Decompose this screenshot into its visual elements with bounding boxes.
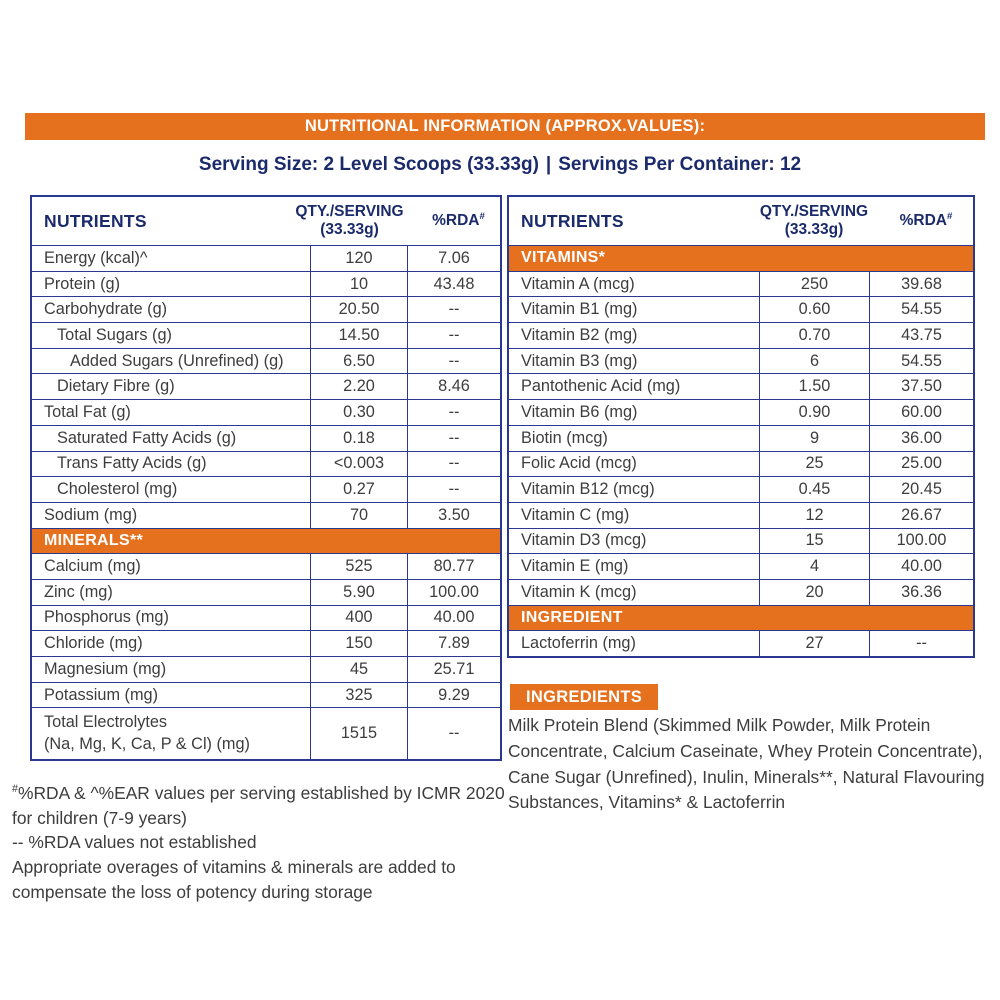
table-row [32, 502, 500, 528]
nutrient-rda: -- [407, 400, 500, 425]
nutrient-qty: <0.003 [310, 452, 407, 477]
nutrient-rda: 7.89 [407, 631, 500, 656]
nutrient-rda: 36.36 [869, 580, 973, 605]
nutrient-rda: -- [407, 297, 500, 322]
table-row [509, 553, 973, 579]
serving-size-text: Serving Size: 2 Level Scoops (33.33g) [198, 154, 539, 175]
table-row [32, 605, 500, 631]
nutrient-qty: 20 [759, 580, 869, 605]
section-header-ingredient: INGREDIENT [509, 605, 973, 631]
nutrient-rda: 60.00 [869, 400, 973, 425]
nutrient-rda: 40.00 [869, 554, 973, 579]
nutrient-rda: 7.06 [407, 246, 500, 271]
nutrient-name: Total Sugars (g) [57, 325, 172, 344]
nutrient-name: Added Sugars (Unrefined) (g) [70, 351, 284, 370]
table-row [32, 656, 500, 682]
table-row [32, 630, 500, 656]
nutrient-name: Vitamin B12 (mcg) [521, 480, 655, 499]
table-row [32, 425, 500, 451]
nutrient-qty: 0.45 [759, 477, 869, 502]
table-row [509, 373, 973, 399]
nutrient-rda: 9.29 [407, 683, 500, 708]
nutrient-name: Sodium (mg) [44, 505, 138, 524]
table-header [32, 197, 500, 245]
nutrient-name: Vitamin A (mcg) [521, 274, 635, 293]
table-row [32, 271, 500, 297]
header-qty-serving: QTY./SERVING (33.33g) [759, 203, 869, 238]
nutrient-qty: 525 [310, 554, 407, 579]
serving-divider: | [545, 154, 552, 175]
nutrient-qty: 1.50 [759, 374, 869, 399]
nutrient-qty: 20.50 [310, 297, 407, 322]
nutrient-name: Vitamin K (mcg) [521, 582, 637, 601]
nutrient-rda: 25.71 [407, 657, 500, 682]
nutrient-name: Vitamin E (mg) [521, 557, 629, 576]
nutrient-qty: 325 [310, 683, 407, 708]
nutrient-name: Calcium (mg) [44, 557, 141, 576]
nutritional-information-banner [25, 113, 985, 140]
nutrient-rda: 8.46 [407, 374, 500, 399]
nutrient-qty: 10 [310, 272, 407, 297]
table-row [509, 502, 973, 528]
header-nutrients: NUTRIENTS [521, 210, 624, 231]
table-row [509, 451, 973, 477]
nutrient-name: Potassium (mg) [44, 685, 158, 704]
table-row [32, 399, 500, 425]
nutrient-qty: 2.20 [310, 374, 407, 399]
nutrient-qty: 12 [759, 503, 869, 528]
table-row [32, 707, 500, 758]
nutrient-qty: 0.60 [759, 297, 869, 322]
nutrient-name: Trans Fatty Acids (g) [57, 454, 207, 473]
table-row [509, 322, 973, 348]
nutrient-qty: 27 [759, 631, 869, 656]
nutrient-rda: 40.00 [407, 606, 500, 631]
nutrient-qty: 70 [310, 503, 407, 528]
nutrient-qty: 150 [310, 631, 407, 656]
nutrient-rda: -- [407, 452, 500, 477]
nutrient-rda: 100.00 [407, 580, 500, 605]
nutrient-name: Zinc (mg) [44, 582, 113, 601]
nutrient-name: Magnesium (mg) [44, 659, 167, 678]
nutrient-name: Vitamin C (mg) [521, 505, 630, 524]
nutrient-qty: 0.27 [310, 477, 407, 502]
nutrient-name: Phosphorus (mg) [44, 608, 169, 627]
table-row [509, 296, 973, 322]
nutrient-qty: 6.50 [310, 349, 407, 374]
nutrient-name: Protein (g) [44, 274, 121, 293]
nutrient-qty: 9 [759, 426, 869, 451]
nutrient-rda: -- [407, 426, 500, 451]
table-row [509, 579, 973, 605]
nutrient-name: Vitamin B6 (mg) [521, 402, 638, 421]
nutrient-name: Vitamin B2 (mg) [521, 325, 638, 344]
nutrient-qty: 4 [759, 554, 869, 579]
nutrient-rda: 54.55 [869, 349, 973, 374]
table-row [509, 630, 973, 656]
header-rda: %RDA# [899, 211, 953, 230]
table-row [32, 245, 500, 271]
nutrient-rda: 43.48 [407, 272, 500, 297]
nutrient-qty: 120 [310, 246, 407, 271]
table-row [509, 476, 973, 502]
table-row [32, 296, 500, 322]
nutrient-name: Dietary Fibre (g) [57, 377, 175, 396]
header-rda: %RDA# [432, 211, 485, 230]
nutrient-rda: -- [407, 349, 500, 374]
header-qty-serving: QTY./SERVING (33.33g) [295, 203, 404, 238]
nutrient-qty: 0.18 [310, 426, 407, 451]
nutrient-qty: 5.90 [310, 580, 407, 605]
nutrient-name: Vitamin B1 (mg) [521, 300, 638, 319]
nutrient-name: Energy (kcal)^ [44, 248, 148, 267]
header-nutrients: NUTRIENTS [44, 210, 147, 231]
nutrient-qty: 14.50 [310, 323, 407, 348]
footnote-rda-ear: #%RDA & ^%EAR values per serving established by ICMR 2020 for children (7-9 years) [12, 783, 505, 828]
nutrient-rda: 3.50 [407, 503, 500, 528]
nutrient-rda: 39.68 [869, 272, 973, 297]
nutrient-qty: 6 [759, 349, 869, 374]
nutrient-qty: 45 [310, 657, 407, 682]
nutrient-rda: 25.00 [869, 452, 973, 477]
footnote-overages: Appropriate overages of vitamins & minerals are added to compensate the loss of potency during storage [12, 857, 456, 902]
section-header-minerals: MINERALS** [32, 528, 500, 554]
table-row [32, 373, 500, 399]
table-row [509, 399, 973, 425]
nutrient-qty: 400 [310, 606, 407, 631]
nutrient-name: Saturated Fatty Acids (g) [57, 428, 237, 447]
nutrient-name: Cholesterol (mg) [57, 480, 178, 499]
nutrient-qty: 0.30 [310, 400, 407, 425]
nutrient-rda: 80.77 [407, 554, 500, 579]
nutrient-rda: 54.55 [869, 297, 973, 322]
nutrients-table-right [507, 195, 975, 658]
nutrients-table-left [30, 195, 502, 761]
ingredients-paragraph: Milk Protein Blend (Skimmed Milk Powder, Milk Protein Concentrate, Calcium Caseinate, Whey Protein Concentrate), Cane Sugar (Unrefined), Inulin, Minerals**, Natural Flavouring Substances, Vitamins* & Lactoferrin [508, 715, 985, 813]
nutrient-rda: 43.75 [869, 323, 973, 348]
table-row [509, 528, 973, 554]
nutrient-qty: 250 [759, 272, 869, 297]
nutrient-name: Folic Acid (mcg) [521, 454, 637, 473]
section-header-vitamins: VITAMINS* [509, 245, 973, 271]
nutrient-name: Chloride (mg) [44, 634, 143, 653]
nutrient-rda: -- [407, 708, 500, 758]
footnotes [12, 781, 520, 905]
ingredients-badge: INGREDIENTS [510, 684, 658, 710]
nutrient-rda: 26.67 [869, 503, 973, 528]
nutrient-rda: 100.00 [869, 529, 973, 554]
nutrient-name: Pantothenic Acid (mg) [521, 377, 681, 396]
nutrient-qty: 1515 [310, 708, 407, 758]
table-row [32, 322, 500, 348]
nutrient-qty: 0.70 [759, 323, 869, 348]
nutrient-qty: 25 [759, 452, 869, 477]
table-row [32, 451, 500, 477]
footnote-rda-not-established: -- %RDA values not established [12, 832, 257, 853]
table-row [32, 348, 500, 374]
nutrient-rda: -- [869, 631, 973, 656]
nutrient-rda: 37.50 [869, 374, 973, 399]
nutrient-name: Total Electrolytes (Na, Mg, K, Ca, P & Cl) (mg) [44, 713, 250, 753]
nutrient-rda: -- [407, 477, 500, 502]
table-row [509, 271, 973, 297]
nutrient-rda: 36.00 [869, 426, 973, 451]
nutrient-name: Vitamin B3 (mg) [521, 351, 638, 370]
table-row [32, 579, 500, 605]
nutrient-qty: 0.90 [759, 400, 869, 425]
table-row [32, 476, 500, 502]
table-header [509, 197, 973, 245]
nutrient-name: Lactoferrin (mg) [521, 634, 636, 653]
nutrient-name: Biotin (mcg) [521, 428, 608, 447]
table-row [32, 553, 500, 579]
table-row [509, 348, 973, 374]
banner-title: NUTRITIONAL INFORMATION (APPROX.VALUES): [304, 117, 706, 135]
serving-info-line [0, 154, 1000, 176]
servings-per-container-text: Servings Per Container: 12 [558, 154, 802, 175]
nutrient-name: Carbohydrate (g) [44, 300, 168, 319]
nutrient-name: Total Fat (g) [44, 402, 131, 421]
nutrient-rda: -- [407, 323, 500, 348]
nutrient-qty: 15 [759, 529, 869, 554]
nutrient-rda: 20.45 [869, 477, 973, 502]
table-row [509, 425, 973, 451]
table-row [32, 682, 500, 708]
nutrient-name: Vitamin D3 (mcg) [521, 531, 647, 550]
